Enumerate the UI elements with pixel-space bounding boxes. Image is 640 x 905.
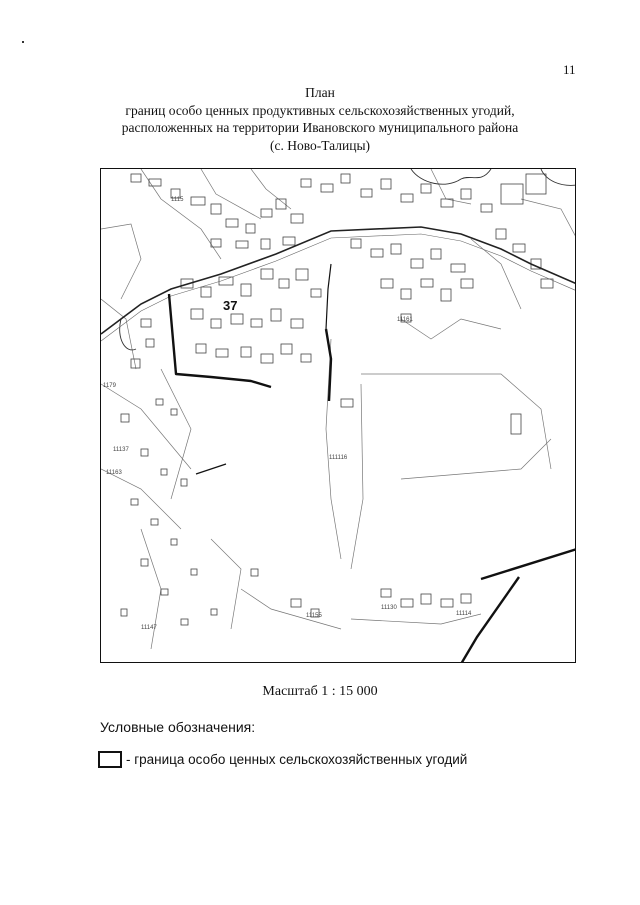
map-cadastral-label: 11130 <box>381 605 397 611</box>
map-cadastral-label: 111116 <box>329 455 348 461</box>
title-line-3: расположенных на территории Ивановского муниципального района <box>121 120 519 135</box>
map-cadastral-label: 11114 <box>456 611 472 617</box>
legend-item <box>98 751 467 768</box>
page-number: 11 <box>563 62 576 77</box>
legend-item-label: - граница особо ценных сельскохозяйственных угодий <box>126 752 468 767</box>
map-cadastral-label: 11155 <box>306 613 322 619</box>
cadastral-map <box>101 169 576 663</box>
map-cadastral-label: 11163 <box>106 470 122 476</box>
map-cadastral-label: 1179 <box>103 383 116 389</box>
document-title <box>0 84 640 154</box>
title-heading: План <box>305 85 335 100</box>
title-line-4: (с. Ново-Талицы) <box>269 137 371 153</box>
title-line-2: границ особо ценных продуктивных сельскохозяйственных угодий, <box>125 102 515 118</box>
map-plot-label: 37 <box>223 298 238 313</box>
map-cadastral-label: 11161 <box>397 317 413 323</box>
map-cadastral-label: 11147 <box>141 625 157 631</box>
legend-title: Условные обозначения: <box>100 719 256 735</box>
scan-speck <box>22 41 24 43</box>
boundary-rectangle-icon <box>98 751 122 768</box>
map-frame <box>100 168 576 663</box>
map-scale: Масштаб 1 : 15 000 <box>262 684 378 699</box>
map-cadastral-label: 11137 <box>113 447 129 453</box>
map-cadastral-label: 1115 <box>171 197 184 203</box>
